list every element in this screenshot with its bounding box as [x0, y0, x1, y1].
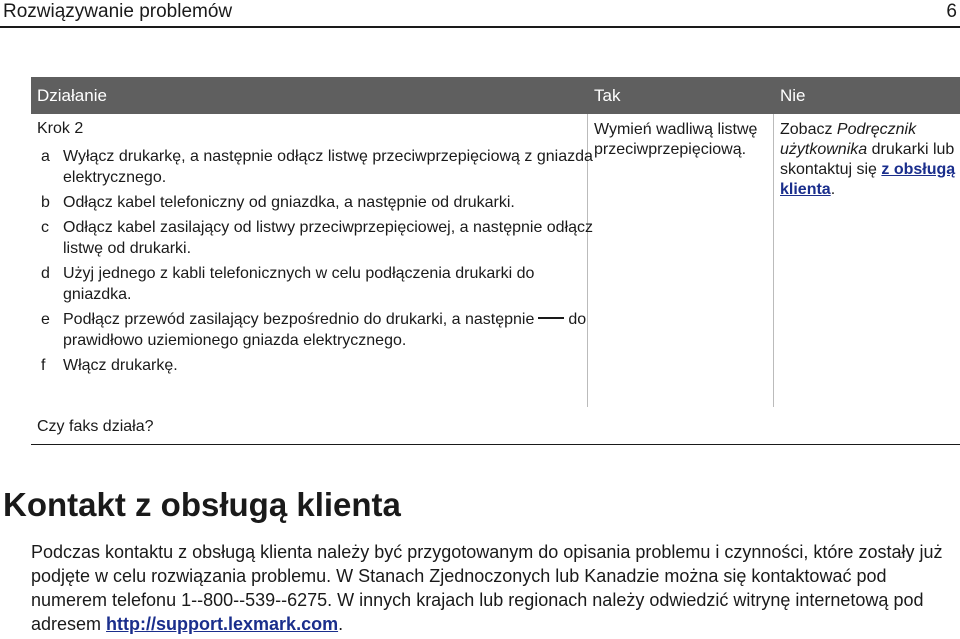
page-number: 6 — [946, 1, 957, 22]
step-text: Włącz drukarkę. — [63, 357, 178, 374]
step-text: Odłącz kabel zasilający od listwy przeciwprzepięciowej, a następnie odłącz listwę od drukarki. — [63, 219, 594, 257]
no-suffix: . — [830, 181, 836, 198]
em-dash — [538, 317, 564, 319]
page-header — [0, 0, 960, 27]
yes-cell: Wymień wadliwą listwę przeciwprzepięciową. — [594, 121, 758, 158]
table-header — [31, 77, 960, 114]
no-prefix: Zobacz — [780, 121, 833, 138]
page-header-title: Rozwiązywanie problemów — [3, 1, 233, 22]
step-c — [37, 217, 597, 259]
step-question: Czy faks działa? — [37, 418, 154, 435]
header-rule — [0, 26, 960, 28]
section-paragraph — [31, 540, 957, 636]
paragraph-end: . — [338, 614, 344, 634]
step-list — [37, 146, 597, 380]
step-label: d — [41, 265, 50, 282]
step-label: c — [41, 219, 49, 236]
step-f — [37, 355, 597, 376]
table-bottom-rule — [31, 444, 960, 445]
step-d — [37, 263, 597, 305]
no-middle: drukarki lub skontaktuj się — [780, 141, 955, 178]
column-header-no: Nie — [780, 86, 806, 105]
no-cell — [780, 120, 956, 200]
step-text-before: Podłącz przewód zasilający bezpośrednio do drukarki, a następnie — [63, 311, 535, 328]
column-header-yes: Tak — [594, 86, 621, 105]
section-heading: Kontakt z obsługą klienta — [3, 486, 401, 523]
support-website-link[interactable]: http://support.lexmark.com — [106, 614, 339, 634]
step-label: b — [41, 194, 50, 211]
step-e — [37, 309, 597, 351]
customer-support-link[interactable]: z obsługą klienta — [780, 161, 956, 198]
step-text: Odłącz kabel telefoniczny od gniazdka, a następnie od drukarki. — [63, 194, 515, 211]
user-guide-title: Podręcznik użytkownika — [780, 121, 917, 158]
paragraph-text: Podczas kontaktu z obsługą klienta należy być przygotowanym do opisania problemu i czynności, które zostały już podjęte w celu rozwiązania problemu. W Stanach Zjednoczonych lub Kanadzie można się kontaktować pod numerem telefonu 1‑‑800‑‑539‑‑6275. W innych krajach lub regionach należy odwiedzić witrynę internetową pod adresem — [31, 542, 943, 634]
column-header-action: Działanie — [37, 86, 107, 105]
step-text-after: do prawidłowo uziemionego gniazda elektrycznego. — [63, 311, 587, 349]
step-b — [37, 192, 597, 213]
step-label: f — [41, 357, 46, 374]
step-text: Wyłącz drukarkę, a następnie odłącz listwę przeciwprzepięciową z gniazda elektrycznego. — [63, 148, 593, 186]
step-title: Krok 2 — [37, 120, 84, 137]
step-label: e — [41, 311, 50, 328]
troubleshooting-table — [31, 77, 960, 445]
step-label: a — [41, 148, 50, 165]
step-text: Użyj jednego z kabli telefonicznych w celu podłączenia drukarki do gniazdka. — [63, 265, 535, 303]
step-a — [37, 146, 597, 188]
